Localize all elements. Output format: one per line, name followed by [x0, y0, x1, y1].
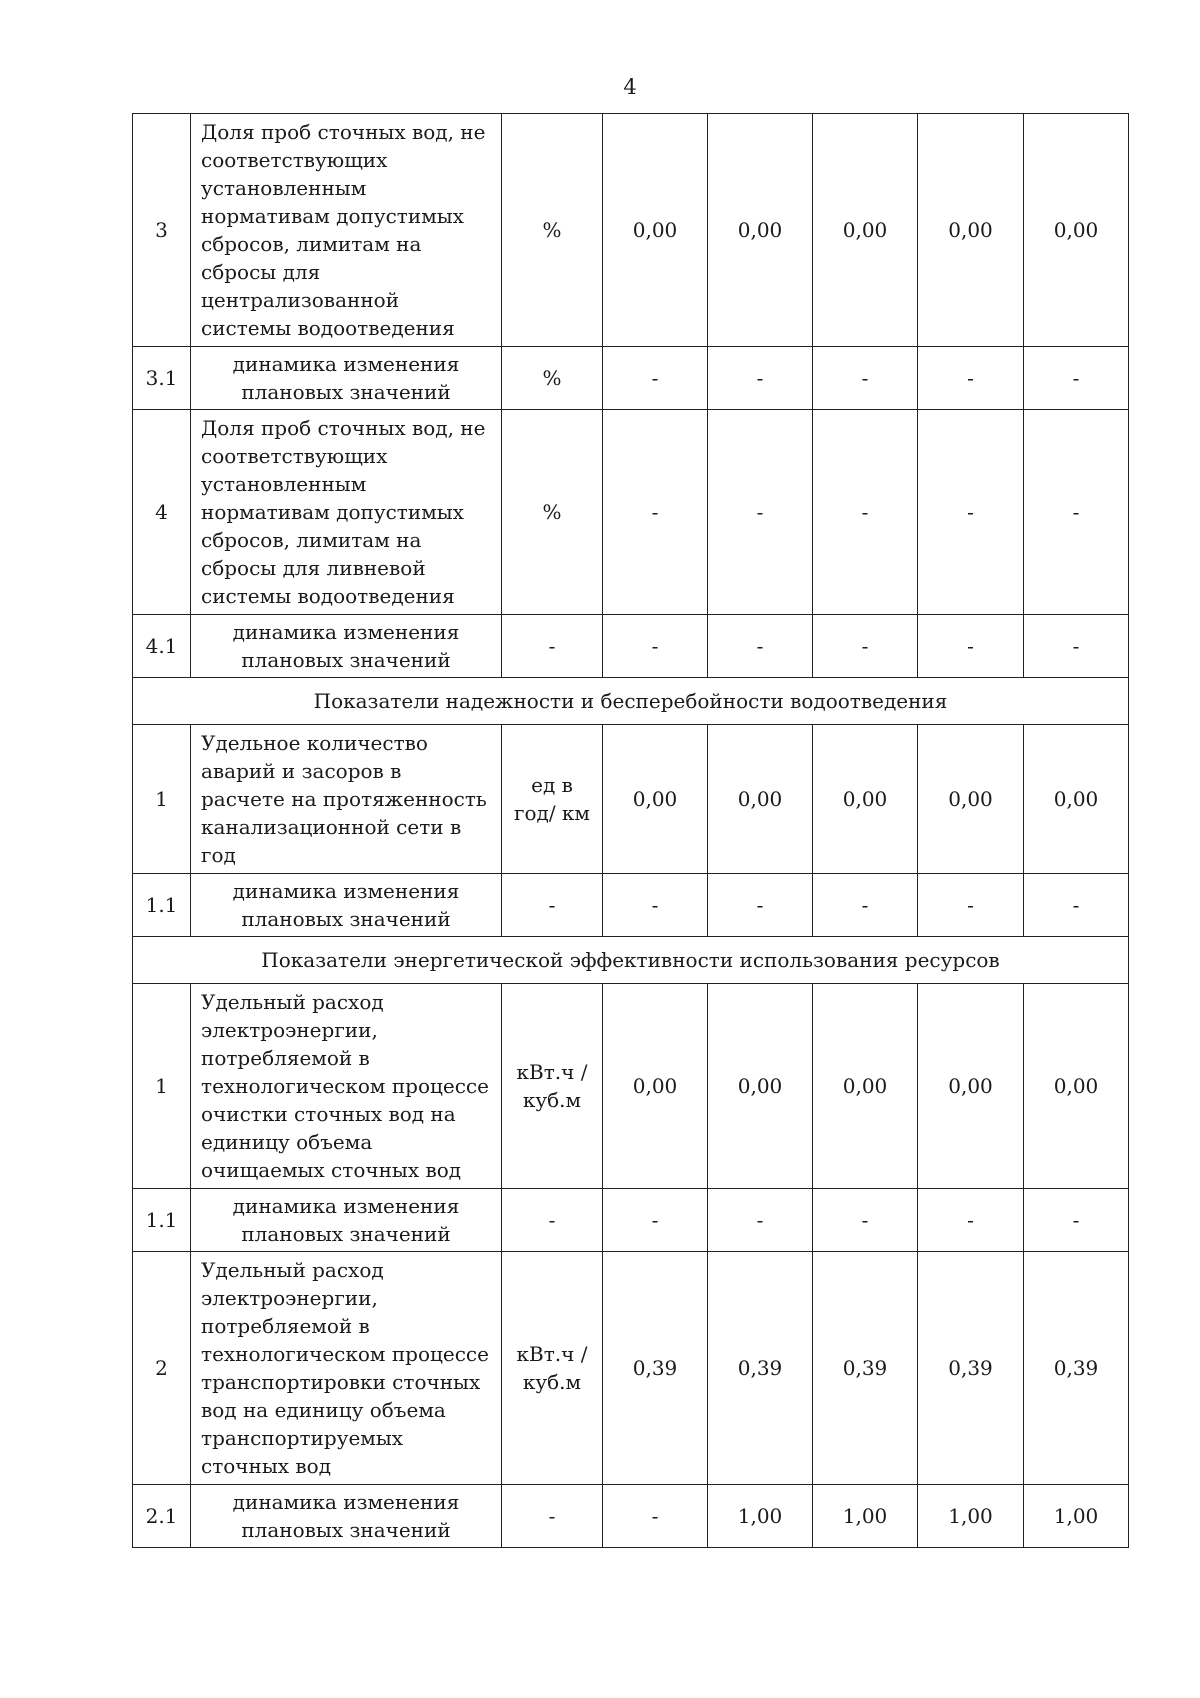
indicator-row	[133, 1252, 1129, 1485]
row-number: 2	[133, 1252, 191, 1485]
indicator-description: динамика изменения плановых значений	[191, 874, 502, 937]
indicator-description: Доля проб сточных вод, не соответствующих установленным нормативам допустимых сбросов, лимитам на сбросы для ливневой системы водоотведения	[191, 410, 502, 615]
value-cell: 0,00	[603, 984, 708, 1189]
row-number: 3	[133, 114, 191, 347]
value-cell: 0,00	[813, 114, 918, 347]
row-number: 4	[133, 410, 191, 615]
row-number: 1.1	[133, 874, 191, 937]
value-cell: -	[603, 615, 708, 678]
value-cell: 0,00	[918, 114, 1024, 347]
value-cell: -	[918, 410, 1024, 615]
indicators-table-body	[133, 114, 1129, 1548]
value-cell: 0,00	[813, 725, 918, 874]
section-header-row	[133, 937, 1129, 984]
unit-cell: %	[502, 114, 603, 347]
value-cell: 0,00	[603, 114, 708, 347]
unit-cell: -	[502, 874, 603, 937]
value-cell: -	[1024, 874, 1129, 937]
value-cell: 0,00	[918, 725, 1024, 874]
value-cell: -	[708, 615, 813, 678]
value-cell: 0,00	[708, 114, 813, 347]
value-cell: 0,00	[708, 984, 813, 1189]
dynamics-row	[133, 615, 1129, 678]
dynamics-row	[133, 1189, 1129, 1252]
value-cell: -	[813, 347, 918, 410]
indicator-description: Удельный расход электроэнергии, потребляемой в технологическом процессе очистки сточных вод на единицу объема очищаемых сточных вод	[191, 984, 502, 1189]
value-cell: -	[813, 410, 918, 615]
indicator-description: динамика изменения плановых значений	[191, 1485, 502, 1548]
value-cell: -	[813, 615, 918, 678]
value-cell: 0,00	[1024, 984, 1129, 1189]
value-cell: 0,00	[1024, 725, 1129, 874]
value-cell: 1,00	[918, 1485, 1024, 1548]
indicator-description: Удельное количество аварий и засоров в расчете на протяженность канализационной сети в год	[191, 725, 502, 874]
indicator-row	[133, 114, 1129, 347]
row-number: 1.1	[133, 1189, 191, 1252]
value-cell: 0,39	[1024, 1252, 1129, 1485]
value-cell: 0,39	[708, 1252, 813, 1485]
indicator-description: динамика изменения плановых значений	[191, 615, 502, 678]
value-cell: -	[813, 874, 918, 937]
value-cell: -	[708, 410, 813, 615]
row-number: 1	[133, 725, 191, 874]
unit-cell: кВт.ч / куб.м	[502, 984, 603, 1189]
indicators-table	[132, 113, 1129, 1548]
value-cell: -	[918, 347, 1024, 410]
unit-cell: -	[502, 1485, 603, 1548]
value-cell: -	[603, 1189, 708, 1252]
value-cell: 0,00	[918, 984, 1024, 1189]
value-cell: -	[603, 410, 708, 615]
row-number: 1	[133, 984, 191, 1189]
value-cell: -	[813, 1189, 918, 1252]
value-cell: 0,39	[918, 1252, 1024, 1485]
value-cell: -	[1024, 410, 1129, 615]
dynamics-row	[133, 1485, 1129, 1548]
value-cell: -	[1024, 1189, 1129, 1252]
value-cell: -	[918, 615, 1024, 678]
value-cell: 0,39	[813, 1252, 918, 1485]
value-cell: -	[1024, 615, 1129, 678]
unit-cell: %	[502, 347, 603, 410]
value-cell: -	[708, 1189, 813, 1252]
value-cell: -	[603, 347, 708, 410]
unit-cell: кВт.ч / куб.м	[502, 1252, 603, 1485]
unit-cell: ед в год/ км	[502, 725, 603, 874]
value-cell: 0,39	[603, 1252, 708, 1485]
value-cell: 1,00	[1024, 1485, 1129, 1548]
value-cell: -	[708, 347, 813, 410]
value-cell: 1,00	[813, 1485, 918, 1548]
value-cell: -	[918, 874, 1024, 937]
value-cell: -	[708, 874, 813, 937]
value-cell: 1,00	[708, 1485, 813, 1548]
value-cell: 0,00	[813, 984, 918, 1189]
section-header-row	[133, 678, 1129, 725]
unit-cell: %	[502, 410, 603, 615]
section-title: Показатели надежности и бесперебойности водоотведения	[133, 678, 1129, 725]
row-number: 4.1	[133, 615, 191, 678]
indicator-row	[133, 410, 1129, 615]
row-number: 3.1	[133, 347, 191, 410]
value-cell: -	[603, 1485, 708, 1548]
value-cell: 0,00	[708, 725, 813, 874]
dynamics-row	[133, 347, 1129, 410]
dynamics-row	[133, 874, 1129, 937]
indicator-description: Доля проб сточных вод, не соответствующих установленным нормативам допустимых сбросов, лимитам на сбросы для централизованной системы водоотведения	[191, 114, 502, 347]
value-cell: 0,00	[1024, 114, 1129, 347]
section-title: Показатели энергетической эффективности использования ресурсов	[133, 937, 1129, 984]
indicator-description: динамика изменения плановых значений	[191, 1189, 502, 1252]
value-cell: 0,00	[603, 725, 708, 874]
row-number: 2.1	[133, 1485, 191, 1548]
unit-cell: -	[502, 615, 603, 678]
unit-cell: -	[502, 1189, 603, 1252]
indicator-row	[133, 725, 1129, 874]
page-number: 4	[623, 75, 637, 99]
indicator-row	[133, 984, 1129, 1189]
value-cell: -	[603, 874, 708, 937]
indicator-description: динамика изменения плановых значений	[191, 347, 502, 410]
value-cell: -	[1024, 347, 1129, 410]
indicator-description: Удельный расход электроэнергии, потребляемой в технологическом процессе транспортировки сточных вод на единицу объема транспортируемых сточных вод	[191, 1252, 502, 1485]
value-cell: -	[918, 1189, 1024, 1252]
